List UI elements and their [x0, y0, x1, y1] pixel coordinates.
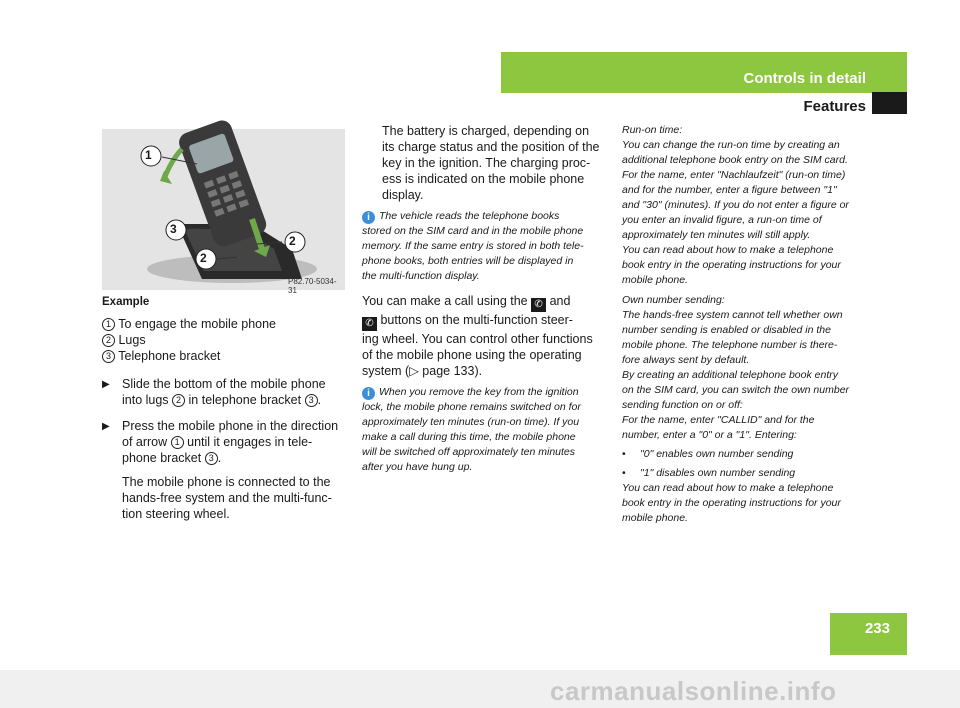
arrow-icon: ▶ — [102, 421, 110, 432]
legend-item: 2 Lugs — [102, 332, 352, 348]
bullet-item: • "0" enables own number sending — [622, 448, 794, 460]
info-note: i When you remove the key from the ignition lock, the mobile phone remains switched on for approximately ten minutes (run-on time). If you make a call during this time, the mobile phone will be switched off approximately ten minutes after you have hung up. — [362, 386, 581, 473]
phone-bracket-illustration — [102, 129, 345, 290]
image-code: P82.70-5034-31 — [288, 277, 337, 295]
column-left — [102, 294, 352, 522]
callout-marker: 3 — [205, 452, 218, 465]
battery-paragraph: The battery is charged, depending on its charge status and the position of the key in the ignition. The charging proc- ess is indicated on the mobile phone display. — [382, 124, 600, 202]
instruction-step: ▶ Press the mobile phone in the direction of arrow 1 until it engages in tele- phone bracket 3 . — [102, 419, 339, 465]
info-note: i The vehicle reads the telephone books stored on the SIM card and in the mobile phone memory. If the same entry is stored in both tele- phone books, both entries will be displayed in the multi-function display. — [362, 210, 584, 282]
watermark: carmanualsonline.info — [550, 676, 837, 706]
call-button-icon: ✆ — [531, 298, 546, 312]
callout-marker: 1 — [102, 318, 115, 331]
column-right — [622, 123, 872, 526]
subsection-title: Features — [803, 98, 866, 115]
callout-3: 3 — [170, 222, 177, 236]
column-middle — [362, 123, 612, 475]
legend-item: 1 To engage the mobile phone — [102, 316, 352, 332]
callout-marker: 2 — [172, 394, 185, 407]
closing-note: You can read about how to make a telephone book entry in the operating instructions for your mobile phone. — [622, 482, 841, 524]
hang-up-button-icon: ✆ — [362, 317, 377, 331]
instruction-step: ▶ Slide the bottom of the mobile phone into lugs 2 in telephone bracket 3 . — [102, 377, 326, 407]
connected-paragraph: The mobile phone is connected to the hands-free system and the multi-func- tion steering wheel. — [122, 475, 332, 521]
example-label: Example — [102, 296, 150, 308]
own-number-note: Own number sending: The hands-free system cannot tell whether own number sending is enabled or disabled in the mobile phone. The telephone number is there- fore always sent by default. By creating an additional telephone book entry on the SIM card, you can switch the own number sending function on or off: For the name, enter "CALLID" and for the number, enter a "0" or a "1". Entering: — [622, 294, 850, 441]
bullet-item: • "1" disables own number sending — [622, 467, 796, 479]
callout-2-right: 2 — [289, 234, 296, 248]
section-title: Controls in detail — [743, 70, 866, 87]
callout-1: 1 — [145, 148, 152, 162]
arrow-icon: ▶ — [102, 379, 110, 390]
page-number: 233 — [864, 620, 890, 637]
phone-bracket-photo — [102, 129, 345, 295]
callout-marker: 3 — [102, 350, 115, 363]
header-marker — [872, 92, 907, 114]
runon-note: Run-on time: You can change the run-on time by creating an additional telephone book entry on the SIM card. For the name, enter "Nachlaufzeit" (run-on time) and for the number, enter a figure between "1" and "30" (minutes). If you do not enter a figure or you enter an invalid figure, a run-on time of approximately ten minutes will still apply. You can read about how to make a telephone book entry in the operating instructions for your mobile phone. — [622, 124, 849, 286]
call-paragraph: You can make a call using the ✆ and ✆ buttons on the multi-function steer- ing wheel. You can control other functions of the mobile phone using the operating system (▷ page 133). — [362, 294, 593, 378]
callout-marker: 2 — [102, 334, 115, 347]
legend-item: 3 Telephone bracket — [102, 348, 352, 364]
callout-marker: 1 — [171, 436, 184, 449]
info-icon: i — [362, 211, 375, 224]
info-icon: i — [362, 387, 375, 400]
callout-marker: 3 — [305, 394, 318, 407]
callout-2-bottom: 2 — [200, 251, 207, 265]
